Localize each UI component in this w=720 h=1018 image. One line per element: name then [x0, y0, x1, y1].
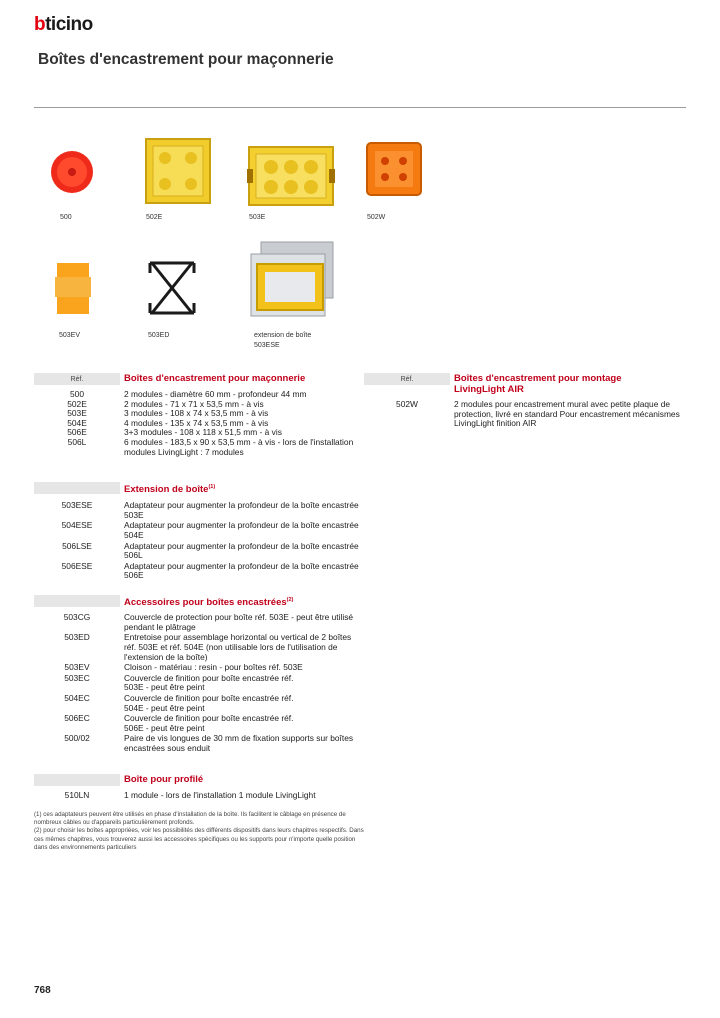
product-caption-line1: extension de boîte	[254, 332, 312, 339]
table-row: 506E 3+3 modules - 108 x 118 x 51,5 mm - à vis	[67, 427, 282, 438]
table-boites-encastrement	[34, 373, 354, 457]
product-caption: 502E	[146, 214, 163, 221]
product-image-503E	[247, 145, 335, 207]
section-title: Boîtes d'encastrement pour montage LivingLight AIR	[454, 373, 622, 395]
footnote-1: (1) ces adaptateurs peuvent être utilisés en phase d'installation de la boîte. Ils facilitent le câblage en présence de nombreux câbles ou d'appareils particulièrement profonds.	[34, 811, 346, 827]
table-row: 503CG Couvercle de protection pour boîte réf. 503E - peut être utilisé pendant le plâtrage	[63, 612, 354, 632]
product-caption: 503E	[249, 214, 266, 221]
product-caption-line2: 503ESE	[254, 342, 280, 349]
section-title: Boîte pour profilé	[124, 774, 204, 785]
table-montage-livinglight	[364, 373, 694, 429]
table-row: 506L 6 modules - 183,5 x 90 x 53,5 mm - à vis - lors de l'installation modules LivingLight : 7 modules	[67, 436, 354, 457]
table-row: 502W 2 modules pour encastrement mural avec petite plaque de protection, livré en standard Pour encastrement mécanismes LivingLight finition AIR	[396, 399, 680, 429]
page-title: Boîtes d'encastrement pour maçonnerie	[38, 51, 334, 68]
table-row: 510LN 1 module - lors de l'installation 1 module LivingLight	[64, 790, 316, 800]
table-extension-boite	[34, 482, 364, 582]
table-accessoires	[34, 595, 364, 754]
footnotes	[34, 811, 364, 852]
table-row: 502E 2 modules - 71 x 71 x 53,5 mm - à vis	[67, 398, 264, 409]
section-title: Boîtes d'encastrement pour maçonnerie	[124, 373, 306, 384]
table-row: 506LSE Adaptateur pour augmenter la profondeur de la boîte encastrée 506L	[62, 540, 359, 561]
product-caption: 502W	[367, 214, 386, 221]
product-image-502E	[143, 136, 213, 206]
product-image-503ESE	[247, 238, 337, 322]
product-image-500	[50, 148, 94, 196]
ref-header: Réf.	[364, 373, 450, 385]
table-row: 504E 4 modules - 135 x 74 x 53,5 mm - à vis	[67, 417, 269, 428]
bticino-logo: bticino	[34, 14, 93, 35]
table-row: 504ESE Adaptateur pour augmenter la profondeur de la boîte encastrée 504E	[61, 520, 359, 540]
section-title: Accessoires pour boîtes encastrées$^{(2)}$	[124, 597, 294, 609]
product-caption: 503ED	[148, 332, 170, 339]
ref-header-blank	[34, 774, 120, 786]
ref-header: Réf.	[34, 373, 120, 385]
table-row: 503EC Couvercle de finition pour boîte encastrée réf. 503E - peut être peint	[64, 672, 294, 693]
table-row: 500/02 Paire de vis longues de 30 mm de fixation supports sur boîtes encastrées sous enduit	[64, 733, 354, 753]
product-image-502W	[363, 139, 425, 199]
table-row: 500 2 modules - diamètre 60 mm - profondeur 44 mm	[70, 389, 307, 399]
table-row: 506ESE Adaptateur pour augmenter la profondeur de la boîte encastrée 506E	[61, 560, 359, 581]
title-divider	[34, 107, 686, 108]
product-image-503EV	[55, 261, 91, 316]
page-number: 768	[34, 985, 51, 996]
table-row: 503ESE Adaptateur pour augmenter la profondeur de la boîte encastrée 503E	[61, 500, 359, 520]
footnote-2: (2) pour choisir les boîtes appropriées, voir les possibilités des différents dispositifs dans leurs chapitres respectifs. Dans ces mêmes chapitres, vous trouverez aussi les accessoires spécifiques ou les supports pour n'importe quelle position dans des environnements particuliers	[34, 827, 364, 851]
table-row: 504EC Couvercle de finition pour boîte encastrée réf. 504E - peut être peint	[64, 692, 294, 713]
table-row: 503EV Cloison - matériau : resin - pour boîtes réf. 503E	[64, 662, 303, 673]
table-row: 506EC Couvercle de finition pour boîte encastrée réf. 506E - peut être peint	[64, 713, 294, 733]
ref-header-blank	[34, 595, 120, 607]
section-title: Extension de boîte$^{(1)}$	[124, 484, 216, 496]
table-row: 503E 3 modules - 108 x 74 x 53,5 mm - à vis	[67, 408, 269, 419]
product-caption: 503EV	[59, 332, 81, 339]
table-boite-profile	[34, 774, 364, 801]
ref-header-blank	[34, 482, 120, 494]
table-row: 503ED Entretoise pour assemblage horizontal ou vertical de 2 boîtes réf. 503E et réf. 504E (non utilisable lors de l'utilisation de l'extension de la boîte)	[64, 632, 352, 662]
product-image-503ED	[146, 259, 198, 317]
product-caption: 500	[60, 214, 72, 221]
